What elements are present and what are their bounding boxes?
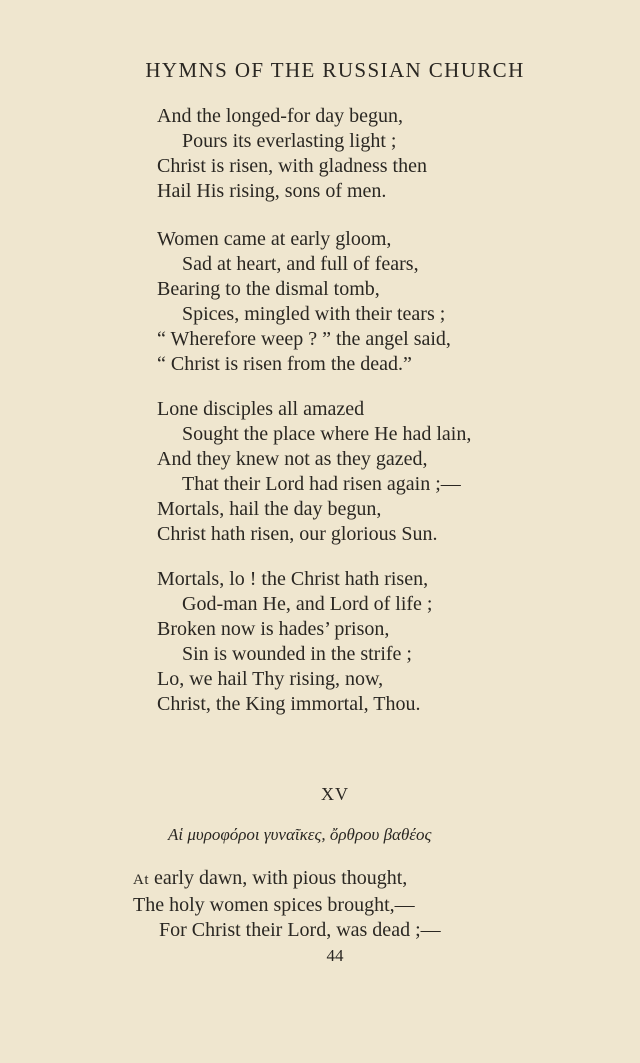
verse-line: Lone disciples all amazed [157,398,365,420]
verse-line: Mortals, lo ! the Christ hath risen, [157,568,429,590]
verse-line: Mortals, hail the day begun, [157,498,382,520]
verse-line: Pours its everlasting light ; [182,130,397,152]
verse-line: Sought the place where He had lain, [182,423,472,445]
verse-line: Bearing to the dismal tomb, [157,278,380,300]
hymn-xv-opening [133,866,441,943]
verse-line: Broken now is hades’ prison, [157,618,390,640]
page-number: 44 [326,946,344,965]
stanza-4 [157,567,432,717]
verse-line: That their Lord had risen again ;— [182,473,461,495]
verse-line: “ Wherefore weep ? ” the angel said, [157,328,451,350]
running-head: HYMNS OF THE RUSSIAN CHURCH [145,58,525,82]
greek-incipit: Αἱ μυροφόροι γυναῖκες, ὄρθρου βαθέος [168,825,432,844]
verse-line: “ Christ is risen from the dead.” [157,353,412,375]
verse-line: Women came at early gloom, [157,228,392,250]
verse-line: Christ hath risen, our glorious Sun. [157,523,438,545]
verse-line: And they knew not as they gazed, [157,448,428,470]
verse-line: Spices, mingled with their tears ; [182,303,446,325]
verse-line: Lo, we hail Thy rising, now, [157,668,384,690]
verse-line: Hail His rising, sons of men. [157,180,387,202]
verse-line: Christ, the King immortal, Thou. [157,693,421,715]
verse-line: And the longed-for day begun, [157,105,404,127]
verse-line: Sad at heart, and full of fears, [182,253,419,275]
verse-line: The holy women spices brought,— [133,894,415,916]
verse-line: For Christ their Lord, was dead ;— [159,919,441,941]
verse-line [133,866,441,893]
first-line-rest: early dawn, with pious thought, [149,867,408,889]
hymn-number: XV [321,784,349,804]
first-word-small-caps: At [133,872,149,888]
stanza-3 [157,397,471,547]
verse-line: Sin is wounded in the strife ; [182,643,412,665]
stanza-1 [157,104,427,204]
verse-line: Christ is risen, with gladness then [157,155,427,177]
verse-line: God-man He, and Lord of life ; [182,593,433,615]
stanza-2 [157,227,451,377]
